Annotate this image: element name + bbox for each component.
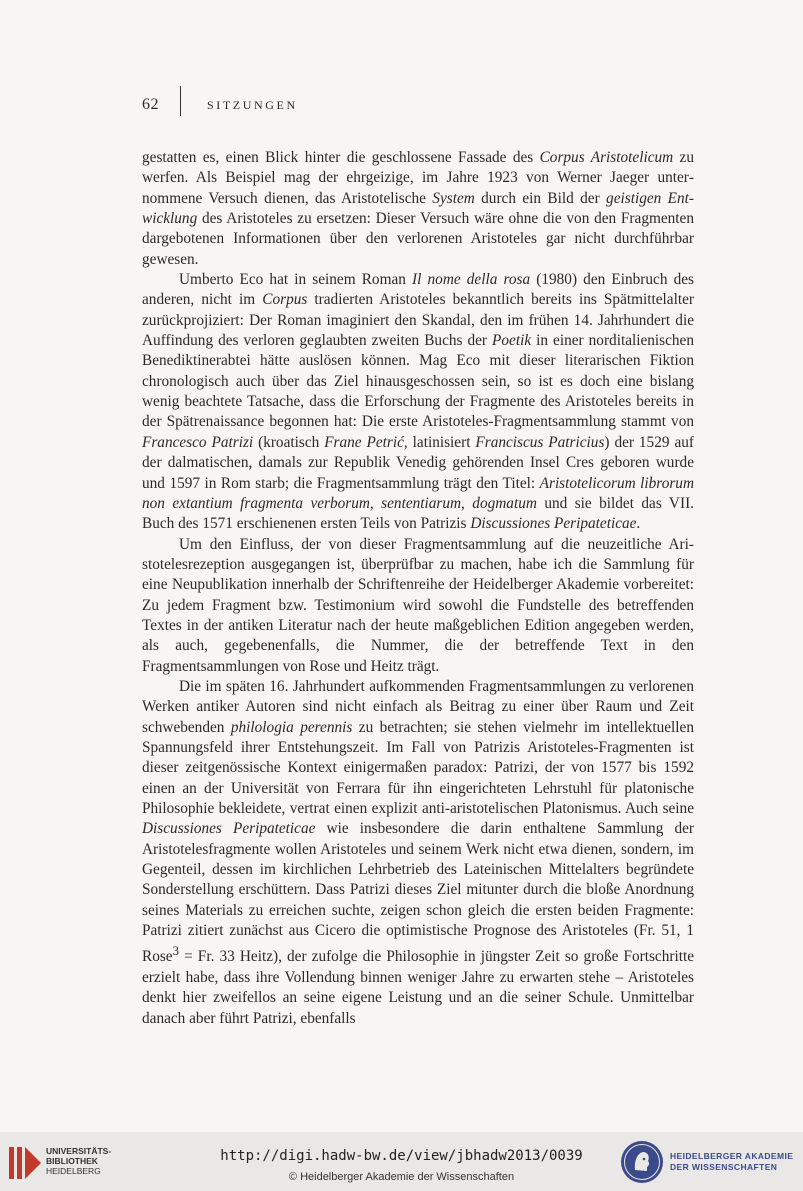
academy-name <box>670 1151 793 1173</box>
ub-line-1: UNIVERSITÄTS- <box>46 1146 112 1156</box>
academy-seal-icon <box>620 1140 664 1184</box>
page-number: 62 <box>142 96 159 113</box>
ub-line-2: BIBLIOTHEK <box>46 1156 98 1166</box>
footer-bar <box>0 1132 803 1191</box>
paragraph: gestatten es, einen Blick hinter die geschlossene Fassade des Corpus Aristotelicum zu werfen. Als Beispiel mag der ehrgeizige, im Jahre 1923 von Werner Jaeger unternommene Versuch dienen, das Aristotelische System durch ein Bild der geistigen Entwicklung des Aristoteles zu ersetzen: Dieser Versuch wäre ohne die von den Fragmenten dargebotenen Informationen über den verlorenen Aristoteles gar nicht durchführbar gewesen. <box>142 149 694 268</box>
paragraph: Die im späten 16. Jahrhundert aufkommenden Fragmentsammlungen zu verlorenen Werken antiker Autoren sind nicht einfach als Beitrag zu einer über Raum und Zeit schwebenden philologia perennis zu betrachten; sie stehen vielmehr im intellektuellen Spannungsfeld ihrer Entstehungszeit. Im Fall von Patrizis Aristoteles-Fragmenten ist dieser zeitgenössische Kontext einigermaßen paradox: Patrizi, der von 1577 bis 1592 einen an der Universität von Ferrara für ihn eingerichteten Lehrstuhl für platonische Philosophie bekleidete, vertrat einen explizit anti-aristotelischen Platonismus. Auch seine Discussiones Peripateticae wie insbesondere die darin enthaltene Sammlung der Aristotelesfragmente wollen Aristoteles und seinem Werk nicht etwa dienen, sondern, im Gegenteil, dessen im kirchlichen Lehrbetrieb des Lateinischen Mittelalters begründete Sonderstellung erschüttern. Dass Patrizi dieses Ziel mitunter durch die bloße Anordnung seines Materials zu erreichen suchte, zeigen schon gleich die ersten beiden Fragmente: Patrizi zitiert zunächst aus Cicero die optimistische Prognose des Aristoteles (Fr. 51, 1 Rose$^3$ = Fr. 33 Heitz), der zufolge die Philosophie in jüngster Zeit so große Fortschritte erzielt habe, dass ihre Vollendung binnen weniger Jahre zu erwarten stehe – Aristoteles denkt hier zweifellos an seine eigene Leistung und an die seiner Schule. Unmittelbar danach aber führt Patrizi, ebenfalls <box>142 677 694 1027</box>
permalink-url[interactable]: http://digi.hadw-bw.de/view/jbhadw2013/0039 <box>220 1148 583 1164</box>
academy-line-1: HEIDELBERGER AKADEMIE <box>670 1151 794 1161</box>
paragraph: Umberto Eco hat in seinem Roman Il nome della rosa (1980) den Einbruch des anderen, nicht im Corpus tradierten Aristoteles bekanntlich bereits ins Spätmittelalter zurückprojiziert: Der Roman imaginiert den Skandal, den im frühen 14. Jahrhundert die Auffindung des verloren geglaubten zweiten Buchs der Poetik in einer norditalienischen Benediktinerabtei hätte auslösen können. Mag Eco mit dieser literarischen Fiktion chronologisch auch über das Ziel hinausgeschossen sein, so ist es doch eine bislang wenig beachtete Tatsache, dass die Erforschung der Fragmente des Aristoteles bereits in der Spätrenaissance begonnen hat: Die erste Aristoteles-Fragmentsammlung stammt von Francesco Patrizi (kroatisch Frane Petrić, latinisiert Franciscus Patricius) der 1529 auf der dalmatischen, damals zur Republik Venedig gehörenden Insel Cres geboren wurde und 1597 in Rom starb; die Fragmentsammlung trägt den Titel: Aristotelicorum librorum non extantium fragmenta verborum, sententiarum, dogmatum und sie bildet das VII. Buch des 1571 erschienenen ersten Teils von Patrizis Discussiones Peripateticae. <box>142 271 694 533</box>
ub-line-3: HEIDELBERG <box>46 1166 101 1176</box>
copyright-notice: © Heidelberger Akademie der Wissenschaften <box>288 1171 515 1183</box>
academy-line-2: DER WISSENSCHAFTEN <box>670 1162 778 1172</box>
paragraph: Um den Einfluss, der von dieser Fragmentsammlung auf die neuzeitliche Aristotelesrezeption ausgegangen ist, überprüfbar zu machen, habe ich die Sammlung für eine Neupublikation innerhalb der Schriftenreihe der Heidelberger Akademie vorbereitet: Zu jedem Fragment bzw. Testimonium wird sowohl die Fundstelle des betreffenden Textes in der antiken Literatur nach der heute maßgeblichen Edition angegeben werden, als auch, gegebenenfalls, die Nummer, die der betreffende Text in den Fragmentsammlungen von Rose und Heitz trägt. <box>142 535 694 675</box>
running-title: SITZUNGEN <box>207 98 298 112</box>
header-divider <box>180 86 181 116</box>
body-text <box>142 148 694 1029</box>
